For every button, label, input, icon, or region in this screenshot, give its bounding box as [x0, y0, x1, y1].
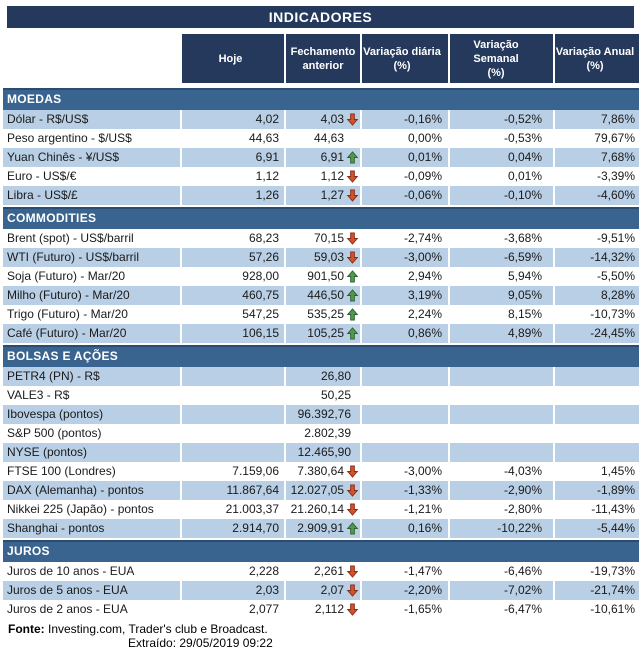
- table-row: [3, 367, 639, 386]
- source-line: [8, 622, 641, 636]
- up-arrow-icon: [345, 269, 360, 284]
- row-label: Trigo (Futuro) - Mar/20: [7, 307, 128, 321]
- row-label: Soja (Futuro) - Mar/20: [7, 269, 126, 283]
- row-label: Brent (spot) - US$/barril: [7, 231, 134, 245]
- table-body: [0, 88, 641, 619]
- variacao-diaria-cell: [360, 367, 448, 386]
- variacao-diaria-cell: -2,74%: [360, 229, 448, 248]
- variacao-diaria-cell: 0,01%: [360, 148, 448, 167]
- variacao-semanal-cell: [448, 367, 553, 386]
- down-arrow-icon: [345, 502, 360, 517]
- fechamento-value: 21.260,14: [290, 502, 344, 516]
- variacao-anual-cell: -1,89%: [553, 481, 639, 500]
- row-label: Milho (Futuro) - Mar/20: [3, 286, 180, 305]
- variacao-anual-cell: -5,50%: [553, 267, 639, 286]
- variacao-semanal-cell: -6,59%: [448, 248, 553, 267]
- fechamento-cell: [284, 405, 360, 424]
- fechamento-value: 446,50: [307, 288, 344, 302]
- up-arrow-icon: [345, 307, 360, 322]
- variacao-anual-cell: 79,67%: [553, 129, 639, 148]
- variacao-diaria-cell: 2,24%: [360, 305, 448, 324]
- variacao-semanal-cell: -0,10%: [448, 186, 553, 205]
- table-row: [3, 481, 639, 500]
- hoje-cell: 928,00: [180, 267, 284, 286]
- row-label: VALE3 - R$: [7, 388, 70, 402]
- fechamento-cell: [284, 443, 360, 462]
- row-label: Dólar - R$/US$: [3, 110, 180, 129]
- row-label: Yuan Chinês - ¥/US$: [3, 148, 180, 167]
- table-row: [3, 110, 639, 129]
- table-row: [3, 267, 639, 286]
- table-row: [3, 581, 639, 600]
- down-arrow-icon: [345, 112, 360, 127]
- fechamento-cell: [284, 500, 360, 519]
- fechamento-value: 4,03: [320, 112, 344, 126]
- variacao-anual-cell: [553, 443, 639, 462]
- up-arrow-icon: [345, 150, 360, 165]
- table-row: [3, 562, 639, 581]
- row-label: FTSE 100 (Londres): [7, 464, 116, 478]
- variacao-diaria-cell: -0,09%: [360, 167, 448, 186]
- variacao-semanal-cell: 0,04%: [448, 148, 553, 167]
- column-header-fech: Fechamento anterior: [284, 34, 360, 83]
- variacao-diaria-cell: -0,06%: [360, 186, 448, 205]
- table-row: [3, 167, 639, 186]
- empty-icon-slot: [345, 131, 360, 146]
- source-label: Fonte:: [8, 622, 45, 636]
- fechamento-value: 2.802,39: [304, 426, 351, 440]
- page-title: INDICADORES: [7, 6, 634, 28]
- table-row: [3, 248, 639, 267]
- fechamento-cell: [284, 229, 360, 248]
- down-arrow-icon: [345, 602, 360, 617]
- fechamento-value: 96.392,76: [297, 407, 351, 421]
- fechamento-value: 2,112: [314, 602, 344, 616]
- row-label: NYSE (pontos): [3, 443, 180, 462]
- variacao-semanal-cell: -4,03%: [448, 462, 553, 481]
- hoje-cell: 4,02: [180, 110, 284, 129]
- variacao-anual-cell: -14,32%: [553, 248, 639, 267]
- row-label: PETR4 (PN) - R$: [3, 367, 180, 386]
- hoje-cell: 1,12: [180, 167, 284, 186]
- variacao-semanal-cell: [448, 443, 553, 462]
- variacao-semanal-cell: -3,68%: [448, 229, 553, 248]
- variacao-diaria-cell: -3,00%: [360, 248, 448, 267]
- table-row: [3, 305, 639, 324]
- down-arrow-icon: [345, 169, 360, 184]
- variacao-anual-cell: -4,60%: [553, 186, 639, 205]
- fechamento-cell: [284, 305, 360, 324]
- column-header-semanal: Variação Semanal (%): [448, 34, 553, 83]
- variacao-semanal-cell: 8,15%: [448, 305, 553, 324]
- table-row: [3, 405, 639, 424]
- row-label: Shanghai - pontos: [3, 519, 180, 538]
- row-label: Juros de 2 anos - EUA: [7, 602, 128, 616]
- variacao-semanal-cell: [448, 386, 553, 405]
- variacao-diaria-cell: -1,47%: [360, 562, 448, 581]
- variacao-anual-cell: -10,73%: [553, 305, 639, 324]
- row-label: WTI (Futuro) - US$/barril: [3, 248, 180, 267]
- down-arrow-icon: [345, 188, 360, 203]
- hoje-cell: 106,15: [180, 324, 284, 343]
- variacao-semanal-cell: -6,46%: [448, 562, 553, 581]
- down-arrow-icon: [345, 564, 360, 579]
- section-header-juros: JUROS: [3, 540, 639, 562]
- extracted-timestamp: Extraído: 29/05/2019 09:22: [128, 636, 273, 650]
- row-label: Nikkei 225 (Japão) - pontos: [7, 502, 154, 516]
- hoje-cell: [180, 386, 284, 405]
- variacao-anual-cell: [553, 367, 639, 386]
- fechamento-value: 2.909,91: [297, 521, 344, 535]
- fechamento-cell: [284, 248, 360, 267]
- variacao-anual-cell: [553, 386, 639, 405]
- variacao-anual-cell: -21,74%: [553, 581, 639, 600]
- fechamento-value: 2,07: [320, 583, 344, 597]
- table-row: [3, 186, 639, 205]
- down-arrow-icon: [345, 583, 360, 598]
- variacao-anual-cell: -19,73%: [553, 562, 639, 581]
- fechamento-cell: [284, 386, 360, 405]
- row-label: DAX (Alemanha) - pontos: [3, 481, 180, 500]
- hoje-cell: [180, 424, 284, 443]
- fechamento-value: 901,50: [307, 269, 344, 283]
- variacao-semanal-cell: 4,89%: [448, 324, 553, 343]
- variacao-semanal-cell: 9,05%: [448, 286, 553, 305]
- fechamento-cell: [284, 148, 360, 167]
- row-label: Juros de 10 anos - EUA: [7, 564, 135, 578]
- fechamento-value: 1,27: [320, 188, 344, 202]
- source-text: Investing.com, Trader's club e Broadcast.: [44, 622, 268, 636]
- variacao-semanal-cell: -6,47%: [448, 600, 553, 619]
- variacao-anual-cell: 7,86%: [553, 110, 639, 129]
- hoje-cell: 21.003,37: [180, 500, 284, 519]
- column-header-spacer: [3, 34, 180, 83]
- variacao-anual-cell: 7,68%: [553, 148, 639, 167]
- fechamento-value: 70,15: [313, 231, 344, 245]
- variacao-semanal-cell: [448, 405, 553, 424]
- variacao-semanal-cell: 0,01%: [448, 167, 553, 186]
- fechamento-cell: [284, 286, 360, 305]
- variacao-diaria-cell: 2,94%: [360, 267, 448, 286]
- hoje-cell: 2,077: [180, 600, 284, 619]
- fechamento-value: 105,25: [307, 326, 344, 340]
- variacao-anual-cell: -11,43%: [553, 500, 639, 519]
- fechamento-value: 12.465,90: [297, 445, 351, 459]
- fechamento-cell: [284, 424, 360, 443]
- table-row: [3, 386, 639, 405]
- column-headers: [3, 34, 639, 83]
- variacao-anual-cell: [553, 405, 639, 424]
- table-row: [3, 129, 639, 148]
- variacao-diaria-cell: [360, 424, 448, 443]
- variacao-anual-cell: -10,61%: [553, 600, 639, 619]
- variacao-semanal-cell: -10,22%: [448, 519, 553, 538]
- fechamento-cell: [284, 267, 360, 286]
- section-header-commodities: COMMODITIES: [3, 207, 639, 229]
- table-row: [3, 148, 639, 167]
- table-row: [3, 286, 639, 305]
- variacao-semanal-cell: -2,90%: [448, 481, 553, 500]
- row-label: Euro - US$/€: [7, 169, 77, 183]
- hoje-cell: 57,26: [180, 248, 284, 267]
- fechamento-value: 535,25: [307, 307, 344, 321]
- down-arrow-icon: [345, 464, 360, 479]
- up-arrow-icon: [345, 326, 360, 341]
- variacao-diaria-cell: -2,20%: [360, 581, 448, 600]
- section-header-moedas: MOEDAS: [3, 88, 639, 110]
- fechamento-cell: [284, 462, 360, 481]
- up-arrow-icon: [345, 521, 360, 536]
- variacao-semanal-cell: -0,53%: [448, 129, 553, 148]
- fechamento-value: 6,91: [320, 150, 344, 164]
- column-header-diaria: Variação diária (%): [360, 34, 448, 83]
- variacao-anual-cell: -24,45%: [553, 324, 639, 343]
- down-arrow-icon: [345, 483, 360, 498]
- variacao-diaria-cell: -3,00%: [360, 462, 448, 481]
- hoje-cell: 2,03: [180, 581, 284, 600]
- fechamento-cell: [284, 562, 360, 581]
- up-arrow-icon: [345, 288, 360, 303]
- variacao-diaria-cell: 3,19%: [360, 286, 448, 305]
- variacao-diaria-cell: [360, 386, 448, 405]
- fechamento-value: 59,03: [313, 250, 344, 264]
- variacao-anual-cell: [553, 424, 639, 443]
- fechamento-value: 7.380,64: [297, 464, 344, 478]
- fechamento-cell: [284, 600, 360, 619]
- hoje-cell: 68,23: [180, 229, 284, 248]
- variacao-semanal-cell: -0,52%: [448, 110, 553, 129]
- hoje-cell: 1,26: [180, 186, 284, 205]
- row-label: Café (Futuro) - Mar/20: [3, 324, 180, 343]
- fechamento-cell: [284, 581, 360, 600]
- variacao-diaria-cell: [360, 443, 448, 462]
- variacao-semanal-cell: [448, 424, 553, 443]
- hoje-cell: 547,25: [180, 305, 284, 324]
- fechamento-cell: [284, 324, 360, 343]
- fechamento-cell: [284, 367, 360, 386]
- fechamento-value: 50,25: [320, 388, 351, 402]
- variacao-anual-cell: 8,28%: [553, 286, 639, 305]
- table-row: [3, 462, 639, 481]
- variacao-diaria-cell: 0,00%: [360, 129, 448, 148]
- variacao-diaria-cell: -1,21%: [360, 500, 448, 519]
- table-row: [3, 324, 639, 343]
- fechamento-cell: [284, 481, 360, 500]
- variacao-semanal-cell: -7,02%: [448, 581, 553, 600]
- variacao-anual-cell: -3,39%: [553, 167, 639, 186]
- hoje-cell: 44,63: [180, 129, 284, 148]
- variacao-anual-cell: -9,51%: [553, 229, 639, 248]
- table-row: [3, 519, 639, 538]
- variacao-diaria-cell: -1,33%: [360, 481, 448, 500]
- hoje-cell: 2.914,70: [180, 519, 284, 538]
- hoje-cell: 460,75: [180, 286, 284, 305]
- variacao-semanal-cell: -2,80%: [448, 500, 553, 519]
- variacao-semanal-cell: 5,94%: [448, 267, 553, 286]
- variacao-diaria-cell: 0,86%: [360, 324, 448, 343]
- hoje-cell: [180, 367, 284, 386]
- row-label: S&P 500 (pontos): [7, 426, 102, 440]
- row-label: Peso argentino - $/US$: [7, 131, 132, 145]
- section-header-bolsas-e-a-es: BOLSAS E AÇÕES: [3, 345, 639, 367]
- down-arrow-icon: [345, 231, 360, 246]
- fechamento-value: 1,12: [320, 169, 344, 183]
- fechamento-cell: [284, 519, 360, 538]
- fechamento-value: 2,261: [313, 564, 344, 578]
- fechamento-cell: [284, 129, 360, 148]
- fechamento-value: 26,80: [320, 369, 351, 383]
- hoje-cell: 6,91: [180, 148, 284, 167]
- table-row: [3, 600, 639, 619]
- table-row: [3, 229, 639, 248]
- fechamento-cell: [284, 186, 360, 205]
- variacao-diaria-cell: [360, 405, 448, 424]
- variacao-anual-cell: -5,44%: [553, 519, 639, 538]
- variacao-diaria-cell: 0,16%: [360, 519, 448, 538]
- row-label: Juros de 5 anos - EUA: [3, 581, 180, 600]
- variacao-anual-cell: 1,45%: [553, 462, 639, 481]
- hoje-cell: 2,228: [180, 562, 284, 581]
- row-label: Libra - US$/£: [3, 186, 180, 205]
- hoje-cell: [180, 405, 284, 424]
- hoje-cell: 7.159,06: [180, 462, 284, 481]
- column-header-hoje: Hoje: [180, 34, 284, 83]
- fechamento-cell: [284, 110, 360, 129]
- column-header-anual: Variação Anual (%): [553, 34, 639, 83]
- table-row: [3, 443, 639, 462]
- hoje-cell: [180, 443, 284, 462]
- variacao-diaria-cell: -0,16%: [360, 110, 448, 129]
- variacao-diaria-cell: -1,65%: [360, 600, 448, 619]
- fechamento-value: 12.027,05: [290, 483, 344, 497]
- table-row: [3, 500, 639, 519]
- fechamento-cell: [284, 167, 360, 186]
- row-label: Ibovespa (pontos): [3, 405, 180, 424]
- hoje-cell: 11.867,64: [180, 481, 284, 500]
- down-arrow-icon: [345, 250, 360, 265]
- fechamento-value: 44,63: [313, 131, 344, 145]
- table-row: [3, 424, 639, 443]
